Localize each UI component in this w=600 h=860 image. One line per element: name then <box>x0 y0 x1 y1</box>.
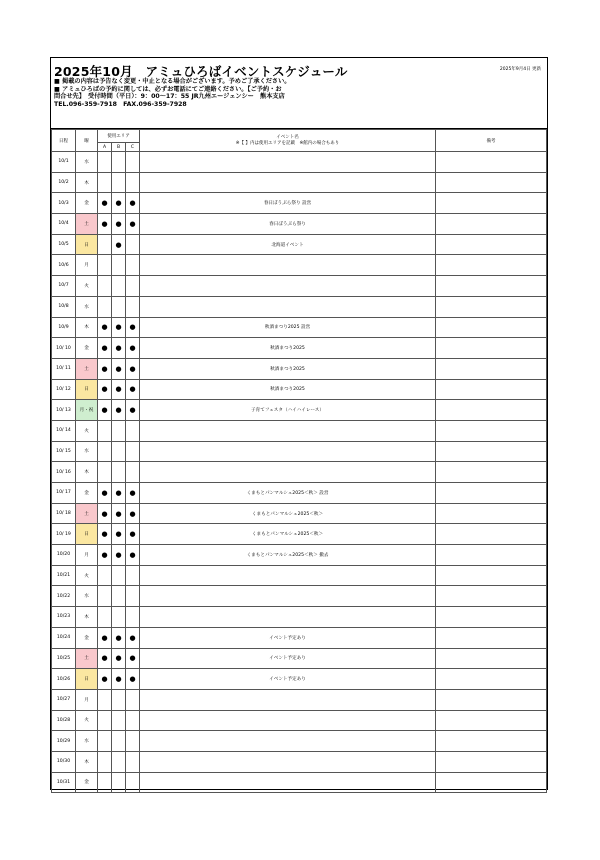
col-header-area-b: B <box>112 143 126 152</box>
event-cell <box>140 731 436 752</box>
remarks-cell <box>436 627 547 648</box>
table-row <box>52 193 547 214</box>
event-cell: 子育てフェスタ（ハイハイレース） <box>140 400 436 421</box>
event-cell: イベント予定あり <box>140 669 436 690</box>
area-c-cell <box>126 276 140 297</box>
weekday-cell: 日 <box>76 669 98 690</box>
event-cell: 春日ぼうぶら祭り 設営 <box>140 193 436 214</box>
notice-line: 問合せ先】 受付時間（平日）：9：00～17：55 JR九州エージェンシー 熊本支店 <box>54 93 285 101</box>
area-c-cell: ● <box>126 358 140 379</box>
date-cell: 10/ 12 <box>52 379 76 400</box>
weekday-cell: 金 <box>76 338 98 359</box>
area-b-cell <box>112 751 126 772</box>
event-cell: 北海道イベント <box>140 234 436 255</box>
area-b-cell: ● <box>112 193 126 214</box>
area-b-cell: ● <box>112 338 126 359</box>
date-cell: 10/ 13 <box>52 400 76 421</box>
event-cell: イベント予定あり <box>140 627 436 648</box>
notice-block <box>54 78 354 108</box>
area-a-cell <box>98 296 112 317</box>
area-b-cell: ● <box>112 400 126 421</box>
area-c-cell <box>126 420 140 441</box>
table-row <box>52 152 547 173</box>
area-c-cell <box>126 152 140 173</box>
area-b-cell <box>112 731 126 752</box>
weekday-cell: 水 <box>76 731 98 752</box>
weekday-cell: 水 <box>76 586 98 607</box>
weekday-cell: 金 <box>76 772 98 793</box>
weekday-cell: 月・祝 <box>76 400 98 421</box>
date-cell: 10/3 <box>52 193 76 214</box>
table-row <box>52 358 547 379</box>
col-header-area-c: C <box>126 143 140 152</box>
area-b-cell: ● <box>112 214 126 235</box>
col-header-area: 使用エリア <box>98 130 140 143</box>
page-title: 2025年10月 アミュひろばイベントスケジュール <box>54 64 348 79</box>
remarks-cell <box>436 751 547 772</box>
table-row <box>52 669 547 690</box>
date-cell: 10/31 <box>52 772 76 793</box>
notice-line: ■ アミュひろばの予約に関しては、必ずお電話にてご連絡ください。【ご予約・お <box>54 85 282 93</box>
area-c-cell <box>126 731 140 752</box>
table-row <box>52 545 547 566</box>
area-b-cell: ● <box>112 524 126 545</box>
area-c-cell <box>126 565 140 586</box>
remarks-cell <box>436 296 547 317</box>
table-row <box>52 276 547 297</box>
table-row <box>52 400 547 421</box>
weekday-cell: 金 <box>76 627 98 648</box>
remarks-cell <box>436 545 547 566</box>
area-c-cell: ● <box>126 627 140 648</box>
area-a-cell <box>98 751 112 772</box>
area-a-cell <box>98 276 112 297</box>
date-cell: 10/9 <box>52 317 76 338</box>
date-cell: 10/ 14 <box>52 420 76 441</box>
event-cell: くまもとパンマルシェ2025＜秋＞ <box>140 503 436 524</box>
area-a-cell <box>98 172 112 193</box>
area-a-cell: ● <box>98 379 112 400</box>
remarks-cell <box>436 255 547 276</box>
date-cell: 10/ 16 <box>52 462 76 483</box>
area-c-cell: ● <box>126 669 140 690</box>
remarks-cell <box>436 379 547 400</box>
table-row <box>52 689 547 710</box>
table-row <box>52 338 547 359</box>
area-a-cell <box>98 441 112 462</box>
table-row <box>52 731 547 752</box>
area-b-cell: ● <box>112 669 126 690</box>
table-row <box>52 483 547 504</box>
area-b-cell <box>112 710 126 731</box>
area-c-cell <box>126 710 140 731</box>
remarks-cell <box>436 772 547 793</box>
date-cell: 10/30 <box>52 751 76 772</box>
area-b-cell <box>112 152 126 173</box>
col-header-dow: 曜 <box>76 130 98 152</box>
area-c-cell: ● <box>126 214 140 235</box>
remarks-cell <box>436 462 547 483</box>
remarks-cell <box>436 710 547 731</box>
weekday-cell: 金 <box>76 193 98 214</box>
area-c-cell: ● <box>126 545 140 566</box>
area-a-cell <box>98 586 112 607</box>
event-cell <box>140 462 436 483</box>
area-c-cell <box>126 772 140 793</box>
weekday-cell: 木 <box>76 462 98 483</box>
weekday-cell: 木 <box>76 607 98 628</box>
area-a-cell: ● <box>98 503 112 524</box>
area-c-cell <box>126 234 140 255</box>
area-c-cell <box>126 607 140 628</box>
date-cell: 10/1 <box>52 152 76 173</box>
table-row <box>52 751 547 772</box>
event-cell <box>140 607 436 628</box>
event-cell <box>140 255 436 276</box>
event-cell: 秋酒まつり2025 <box>140 358 436 379</box>
weekday-cell: 月 <box>76 255 98 276</box>
remarks-cell <box>436 317 547 338</box>
remarks-cell <box>436 338 547 359</box>
area-a-cell: ● <box>98 338 112 359</box>
area-b-cell: ● <box>112 358 126 379</box>
weekday-cell: 水 <box>76 296 98 317</box>
remarks-cell <box>436 586 547 607</box>
date-cell: 10/21 <box>52 565 76 586</box>
area-b-cell <box>112 772 126 793</box>
remarks-cell <box>436 503 547 524</box>
date-cell: 10/22 <box>52 586 76 607</box>
event-header-note: ※【 】内は使用エリアを記載 ※館内の場合もあり <box>235 140 340 146</box>
area-c-cell: ● <box>126 648 140 669</box>
remarks-cell <box>436 441 547 462</box>
weekday-cell: 火 <box>76 276 98 297</box>
table-row <box>52 296 547 317</box>
area-c-cell <box>126 586 140 607</box>
event-cell <box>140 751 436 772</box>
date-cell: 10/5 <box>52 234 76 255</box>
area-c-cell <box>126 689 140 710</box>
event-cell: くまもとパンマルシェ2025＜秋＞ <box>140 524 436 545</box>
date-cell: 10/27 <box>52 689 76 710</box>
area-b-cell <box>112 462 126 483</box>
area-a-cell <box>98 234 112 255</box>
area-b-cell <box>112 420 126 441</box>
date-cell: 10/2 <box>52 172 76 193</box>
col-header-area-a: A <box>98 143 112 152</box>
area-a-cell: ● <box>98 214 112 235</box>
remarks-cell <box>436 276 547 297</box>
area-c-cell <box>126 441 140 462</box>
area-b-cell <box>112 586 126 607</box>
area-a-cell: ● <box>98 193 112 214</box>
weekday-cell: 水 <box>76 441 98 462</box>
remarks-cell <box>436 731 547 752</box>
table-row <box>52 317 547 338</box>
table-row <box>52 607 547 628</box>
table-row <box>52 627 547 648</box>
sheet-header <box>51 58 547 129</box>
area-b-cell <box>112 172 126 193</box>
remarks-cell <box>436 565 547 586</box>
weekday-cell: 火 <box>76 565 98 586</box>
remarks-cell <box>436 420 547 441</box>
area-a-cell: ● <box>98 648 112 669</box>
event-cell: 秋酒まつり2025 設営 <box>140 317 436 338</box>
event-cell <box>140 172 436 193</box>
table-row <box>52 441 547 462</box>
table-row <box>52 772 547 793</box>
date-cell: 10/7 <box>52 276 76 297</box>
weekday-cell: 日 <box>76 524 98 545</box>
table-row <box>52 462 547 483</box>
remarks-cell <box>436 524 547 545</box>
area-c-cell: ● <box>126 193 140 214</box>
area-b-cell: ● <box>112 379 126 400</box>
schedule-body <box>52 152 547 793</box>
area-b-cell: ● <box>112 545 126 566</box>
area-b-cell <box>112 255 126 276</box>
area-a-cell <box>98 420 112 441</box>
area-a-cell <box>98 255 112 276</box>
event-cell <box>140 689 436 710</box>
event-cell <box>140 152 436 173</box>
table-row <box>52 172 547 193</box>
area-a-cell: ● <box>98 400 112 421</box>
table-row <box>52 234 547 255</box>
contact-line: TEL.096-359-7918 FAX.096-359-7928 <box>54 100 187 108</box>
area-b-cell <box>112 565 126 586</box>
table-row <box>52 586 547 607</box>
date-cell: 10/ 15 <box>52 441 76 462</box>
date-cell: 10/4 <box>52 214 76 235</box>
area-c-cell <box>126 296 140 317</box>
date-cell: 10/ 19 <box>52 524 76 545</box>
weekday-cell: 土 <box>76 648 98 669</box>
area-a-cell: ● <box>98 483 112 504</box>
area-a-cell: ● <box>98 627 112 648</box>
table-row <box>52 565 547 586</box>
date-cell: 10/24 <box>52 627 76 648</box>
weekday-cell: 土 <box>76 358 98 379</box>
remarks-cell <box>436 214 547 235</box>
date-cell: 10/29 <box>52 731 76 752</box>
area-c-cell: ● <box>126 317 140 338</box>
area-b-cell: ● <box>112 234 126 255</box>
weekday-cell: 水 <box>76 152 98 173</box>
weekday-cell: 月 <box>76 689 98 710</box>
weekday-cell: 月 <box>76 545 98 566</box>
remarks-cell <box>436 689 547 710</box>
col-header-date: 日程 <box>52 130 76 152</box>
event-cell: 秋酒まつり2025 <box>140 338 436 359</box>
event-cell <box>140 586 436 607</box>
weekday-cell: 日 <box>76 379 98 400</box>
area-a-cell <box>98 710 112 731</box>
date-cell: 10/ 10 <box>52 338 76 359</box>
event-cell <box>140 565 436 586</box>
table-row <box>52 255 547 276</box>
weekday-cell: 火 <box>76 420 98 441</box>
area-a-cell <box>98 607 112 628</box>
col-header-event <box>140 130 436 152</box>
date-cell: 10/20 <box>52 545 76 566</box>
event-cell <box>140 710 436 731</box>
weekday-cell: 木 <box>76 317 98 338</box>
event-header-label: イベント名 <box>276 134 299 140</box>
area-a-cell <box>98 689 112 710</box>
weekday-cell: 木 <box>76 751 98 772</box>
area-c-cell: ● <box>126 483 140 504</box>
area-a-cell: ● <box>98 358 112 379</box>
area-a-cell <box>98 462 112 483</box>
weekday-cell: 金 <box>76 483 98 504</box>
area-a-cell <box>98 565 112 586</box>
area-c-cell <box>126 751 140 772</box>
table-row <box>52 710 547 731</box>
remarks-cell <box>436 669 547 690</box>
area-b-cell: ● <box>112 503 126 524</box>
col-header-remarks: 備考 <box>436 130 547 152</box>
event-cell: 春日ぼうぶら祭り <box>140 214 436 235</box>
area-c-cell: ● <box>126 338 140 359</box>
weekday-cell: 土 <box>76 214 98 235</box>
area-b-cell <box>112 276 126 297</box>
remarks-cell <box>436 172 547 193</box>
date-cell: 10/8 <box>52 296 76 317</box>
event-cell <box>140 441 436 462</box>
table-row <box>52 648 547 669</box>
area-b-cell <box>112 441 126 462</box>
event-cell <box>140 420 436 441</box>
updated-date: 2025年9月4日 更新 <box>499 67 541 72</box>
table-row <box>52 379 547 400</box>
table-row <box>52 214 547 235</box>
table-header-row <box>52 130 547 143</box>
area-c-cell <box>126 255 140 276</box>
date-cell: 10/28 <box>52 710 76 731</box>
area-a-cell <box>98 731 112 752</box>
notice-line: ■ 掲載の内容は予告なく変更・中止となる場合がございます。予めご了承ください。 <box>54 78 291 85</box>
remarks-cell <box>436 193 547 214</box>
weekday-cell: 日 <box>76 234 98 255</box>
date-cell: 10/ 17 <box>52 483 76 504</box>
date-cell: 10/6 <box>52 255 76 276</box>
schedule-table <box>51 129 547 793</box>
event-cell <box>140 296 436 317</box>
area-c-cell: ● <box>126 379 140 400</box>
schedule-sheet <box>50 57 548 790</box>
date-cell: 10/25 <box>52 648 76 669</box>
area-a-cell: ● <box>98 545 112 566</box>
remarks-cell <box>436 152 547 173</box>
remarks-cell <box>436 358 547 379</box>
area-c-cell: ● <box>126 503 140 524</box>
area-b-cell: ● <box>112 627 126 648</box>
event-cell: くまもとパンマルシェ2025＜秋＞ 撤去 <box>140 545 436 566</box>
area-b-cell: ● <box>112 317 126 338</box>
date-cell: 10/26 <box>52 669 76 690</box>
area-a-cell: ● <box>98 317 112 338</box>
area-a-cell <box>98 772 112 793</box>
area-b-cell <box>112 296 126 317</box>
remarks-cell <box>436 607 547 628</box>
area-a-cell <box>98 152 112 173</box>
remarks-cell <box>436 483 547 504</box>
area-b-cell: ● <box>112 483 126 504</box>
area-c-cell: ● <box>126 524 140 545</box>
area-b-cell: ● <box>112 648 126 669</box>
weekday-cell: 木 <box>76 172 98 193</box>
area-b-cell <box>112 689 126 710</box>
date-cell: 10/ 18 <box>52 503 76 524</box>
remarks-cell <box>436 234 547 255</box>
area-a-cell: ● <box>98 524 112 545</box>
event-cell: くまもとパンマルシェ2025＜秋＞ 設営 <box>140 483 436 504</box>
event-cell <box>140 772 436 793</box>
remarks-cell <box>436 648 547 669</box>
remarks-cell <box>436 400 547 421</box>
table-row <box>52 524 547 545</box>
area-a-cell: ● <box>98 669 112 690</box>
table-row <box>52 420 547 441</box>
area-c-cell: ● <box>126 400 140 421</box>
table-row <box>52 503 547 524</box>
date-cell: 10/23 <box>52 607 76 628</box>
weekday-cell: 火 <box>76 710 98 731</box>
event-cell <box>140 276 436 297</box>
area-c-cell <box>126 462 140 483</box>
area-c-cell <box>126 172 140 193</box>
date-cell: 10/ 11 <box>52 358 76 379</box>
event-cell: イベント予定あり <box>140 648 436 669</box>
area-b-cell <box>112 607 126 628</box>
event-cell: 秋酒まつり2025 <box>140 379 436 400</box>
weekday-cell: 土 <box>76 503 98 524</box>
